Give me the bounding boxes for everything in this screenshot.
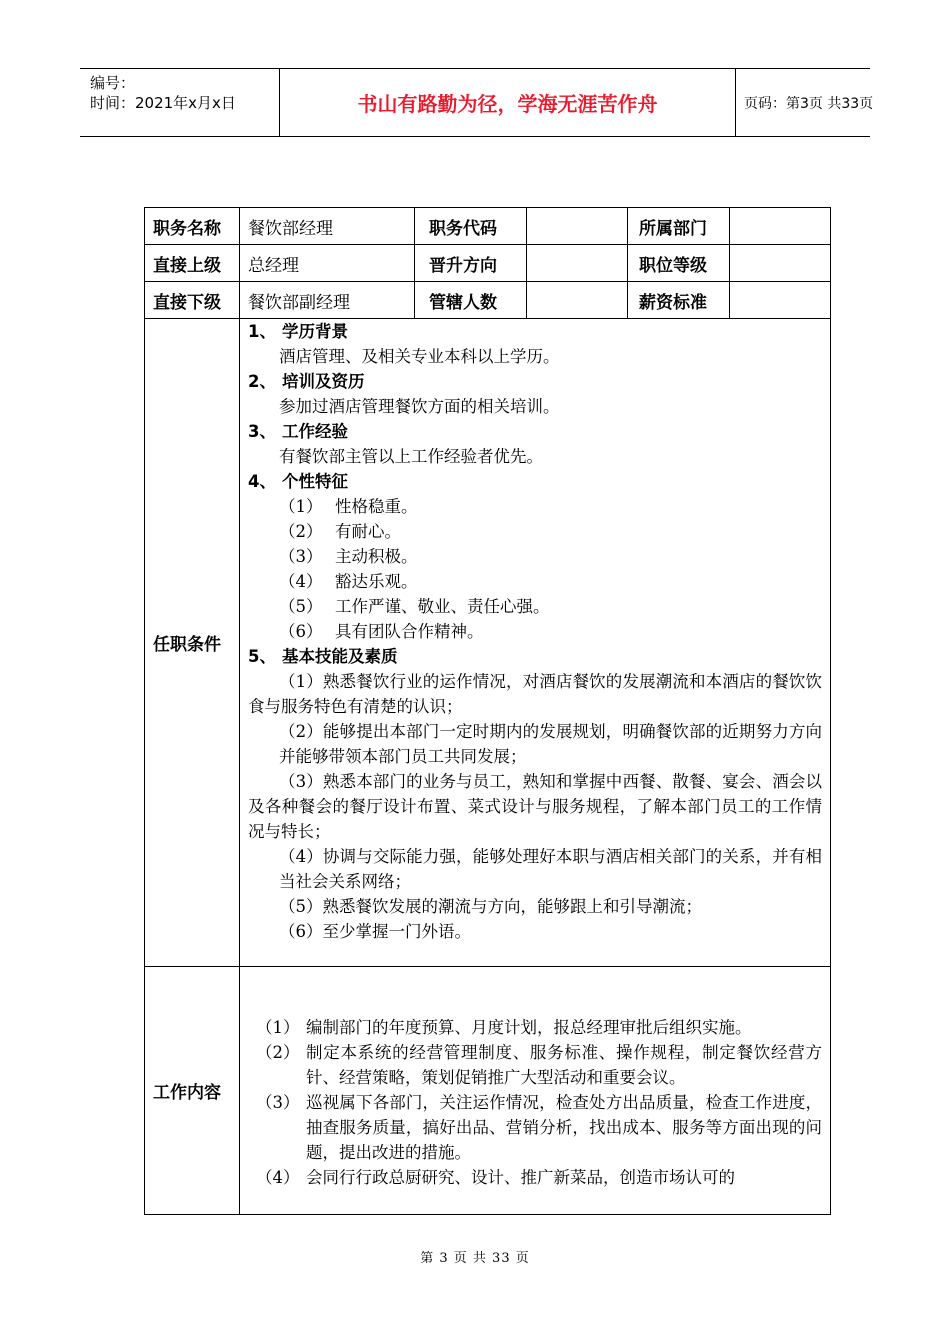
table-row — [145, 245, 831, 282]
skill-paragraph: （3）熟悉本部门的业务与员工，熟知和掌握中西餐、散餐、宴会、酒会以及各种餐会的餐厅设计布置、菜式设计与服务规程，了解本部门员工的工作情况与特长； — [248, 772, 822, 841]
list-item: （1） 性格稳重。 — [279, 497, 418, 516]
work-content — [240, 967, 831, 1215]
list-item: （2） 制定本系统的经营管理制度、服务标准、操作规程，制定餐饮经营方针、经营策略，策划促销推广大型活动和重要会议。 — [256, 1043, 822, 1087]
value-direct-superior: 总经理 — [240, 245, 415, 282]
value-grade — [730, 245, 831, 282]
list-item: （1） 编制部门的年度预算、月度计划，报总经理审批后组织实施。 — [256, 1018, 752, 1037]
section-heading: 2、 培训及资历 — [248, 372, 365, 391]
list-item: （4） 会同行行政总厨研究、设计、推广新菜品，创造市场认可的 — [256, 1168, 735, 1187]
section-heading: 3、 工作经验 — [248, 422, 348, 441]
job-description-table — [144, 207, 831, 1215]
section-heading: 5、 基本技能及素质 — [248, 647, 398, 666]
qualifications-content — [240, 319, 831, 967]
skill-paragraph: （4）协调与交际能力强，能够处理好本职与酒店相关部门的关系，并有相当社会关系网络； — [279, 847, 822, 891]
section-text: 有餐饮部主管以上工作经验者优先。 — [279, 447, 543, 466]
page-header — [80, 68, 874, 137]
table-row — [145, 319, 831, 967]
skill-paragraph: （1）熟悉餐饮行业的运作情况，对酒店餐饮的发展潮流和本酒店的餐饮饮食与服务特色有清楚的认识； — [248, 672, 822, 716]
page-info: 页码：第3页 共33页 — [744, 95, 874, 112]
value-position-name: 餐饮部经理 — [240, 208, 415, 245]
section-text: 参加过酒店管理餐饮方面的相关培训。 — [279, 397, 560, 416]
label-direct-subordinate: 直接下级 — [145, 282, 240, 319]
list-item: （6） 具有团队合作精神。 — [279, 622, 484, 641]
label-position-name: 职务名称 — [145, 208, 240, 245]
section-heading: 1、 学历背景 — [248, 322, 348, 341]
page-footer: 第 3 页 共 33 页 — [420, 1251, 530, 1266]
time-label: 时间：2021年x月x日 — [90, 94, 236, 112]
label-salary: 薪资标准 — [628, 282, 730, 319]
list-item: （3） 巡视属下各部门，关注运作情况，检查处方出品质量，检查工作进度，抽查服务质量，搞好出品、营销分析，找出成本、服务等方面出现的问题，提出改进的措施。 — [256, 1093, 822, 1162]
label-direct-superior: 直接上级 — [145, 245, 240, 282]
label-position-code: 职务代码 — [415, 208, 527, 245]
skill-paragraph: （6）至少掌握一门外语。 — [279, 922, 471, 941]
table-row — [145, 967, 831, 1215]
value-department — [730, 208, 831, 245]
label-headcount: 管辖人数 — [415, 282, 527, 319]
label-department: 所属部门 — [628, 208, 730, 245]
value-direct-subordinate: 餐饮部副经理 — [240, 282, 415, 319]
number-label: 编号： — [90, 74, 136, 92]
value-promotion — [527, 245, 628, 282]
value-position-code — [527, 208, 628, 245]
section-text: 酒店管理、及相关专业本科以上学历。 — [279, 347, 560, 366]
list-item: （3） 主动积极。 — [279, 547, 418, 566]
table-row — [145, 208, 831, 245]
header-meta — [80, 69, 280, 136]
list-item: （2） 有耐心。 — [279, 522, 401, 541]
section-heading: 4、 个性特征 — [248, 472, 348, 491]
label-qualifications: 任职条件 — [145, 319, 240, 967]
list-item: （4） 豁达乐观。 — [279, 572, 418, 591]
value-headcount — [527, 282, 628, 319]
table-row — [145, 282, 831, 319]
value-salary — [730, 282, 831, 319]
label-promotion: 晋升方向 — [415, 245, 527, 282]
list-item: （5） 工作严谨、敬业、责任心强。 — [279, 597, 550, 616]
label-grade: 职位等级 — [628, 245, 730, 282]
header-motto-cell — [280, 69, 736, 136]
label-work-content: 工作内容 — [145, 967, 240, 1215]
motto: 书山有路勤为径，学海无涯苦作舟 — [357, 92, 658, 116]
skill-paragraph: （5）熟悉餐饮发展的潮流与方向，能够跟上和引导潮流； — [279, 897, 702, 916]
skill-paragraph: （2）能够提出本部门一定时期内的发展规划，明确餐饮部的近期努力方向并能够带领本部门员工共同发展； — [279, 722, 822, 766]
